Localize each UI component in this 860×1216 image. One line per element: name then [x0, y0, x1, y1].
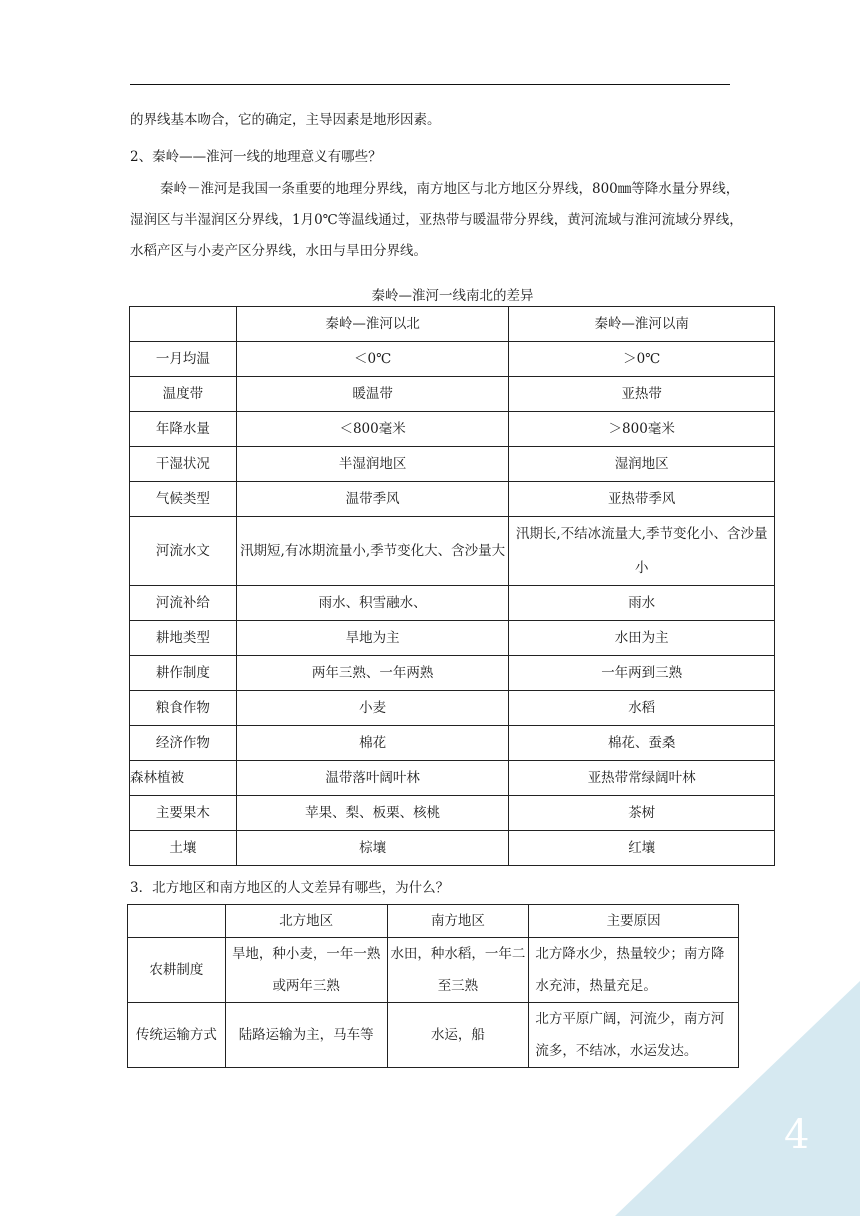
- table-row: [130, 377, 775, 412]
- table-row: [130, 517, 775, 586]
- south-cell: 亚热带季风: [509, 482, 775, 517]
- north-south-difference-table: [129, 306, 775, 866]
- row-label: 粮食作物: [130, 691, 237, 726]
- table-header-row: [130, 307, 775, 342]
- corner-decoration: [615, 981, 860, 1216]
- row-label: 经济作物: [130, 726, 237, 761]
- table-row: [130, 342, 775, 377]
- north-cell: 旱地为主: [236, 621, 509, 656]
- question-3: 3．北方地区和南方地区的人文差异有哪些，为什么？: [130, 880, 450, 896]
- north-cell: 两年三熟、一年两熟: [236, 656, 509, 691]
- row-label: 温度带: [130, 377, 237, 412]
- table-header-cell: 秦岭—淮河以南: [509, 307, 775, 342]
- south-cell: 棉花、蚕桑: [509, 726, 775, 761]
- table-row: [130, 621, 775, 656]
- header-rule: [130, 84, 730, 85]
- table-row: [130, 761, 775, 796]
- row-label: 气候类型: [130, 482, 237, 517]
- row-label: 耕地类型: [130, 621, 237, 656]
- intro-line: 的界线基本吻合，它的确定，主导因素是地形因素。: [130, 112, 441, 128]
- south-cell: 湿润地区: [509, 447, 775, 482]
- table-header-cell: [130, 307, 237, 342]
- north-cell: 小麦: [236, 691, 509, 726]
- table-row: [130, 586, 775, 621]
- south-cell: 雨水: [509, 586, 775, 621]
- south-cell: 水田，种水稻，一年二至三熟: [387, 938, 529, 1003]
- row-label: 河流补给: [130, 586, 237, 621]
- row-label: 河流水文: [130, 517, 237, 586]
- table-row: [130, 796, 775, 831]
- south-cell: 水稻: [509, 691, 775, 726]
- row-label: 一月均温: [130, 342, 237, 377]
- south-cell: 汛期长,不结冰流量大,季节变化小、含沙量小: [509, 517, 775, 586]
- table-header-cell: 主要原因: [529, 905, 739, 938]
- north-cell: ＜0℃: [236, 342, 509, 377]
- north-cell: 温带季风: [236, 482, 509, 517]
- row-label: 干湿状况: [130, 447, 237, 482]
- table-row: [130, 447, 775, 482]
- north-cell: 苹果、梨、板栗、核桃: [236, 796, 509, 831]
- south-cell: 亚热带: [509, 377, 775, 412]
- north-cell: 陆路运输为主，马车等: [225, 1003, 387, 1068]
- table-header-cell: 南方地区: [387, 905, 529, 938]
- table-header-cell: [128, 905, 226, 938]
- row-label: 传统运输方式: [128, 1003, 226, 1068]
- south-cell: 亚热带常绿阔叶林: [509, 761, 775, 796]
- table-header-row: [128, 905, 739, 938]
- south-cell: 一年两到三熟: [509, 656, 775, 691]
- row-label: 森林植被: [130, 761, 237, 796]
- north-cell: 半湿润地区: [236, 447, 509, 482]
- north-cell: 雨水、积雪融水、: [236, 586, 509, 621]
- south-cell: 红壤: [509, 831, 775, 866]
- table1-caption: 秦岭—淮河一线南北的差异: [371, 288, 534, 304]
- table-header-cell: 北方地区: [225, 905, 387, 938]
- north-cell: 温带落叶阔叶林: [236, 761, 509, 796]
- page-number: 4: [784, 1112, 810, 1158]
- table-row: [130, 482, 775, 517]
- row-label: 耕作制度: [130, 656, 237, 691]
- south-cell: 水运，船: [387, 1003, 529, 1068]
- north-cell: 棉花: [236, 726, 509, 761]
- reason-cell: 北方平原广阔，河流少，南方河流多，不结冰，水运发达。: [529, 1003, 739, 1068]
- row-label: 农耕制度: [128, 938, 226, 1003]
- north-cell: 汛期短,有冰期流量小,季节变化大、含沙量大: [236, 517, 509, 586]
- south-cell: ＞800毫米: [509, 412, 775, 447]
- north-cell: 暖温带: [236, 377, 509, 412]
- table-row: [130, 412, 775, 447]
- row-label: 主要果木: [130, 796, 237, 831]
- north-cell: ＜800毫米: [236, 412, 509, 447]
- reason-cell: 北方降水少，热量较少；南方降水充沛，热量充足。: [529, 938, 739, 1003]
- table-row: [130, 726, 775, 761]
- question-2: 2、秦岭——淮河一线的地理意义有哪些？: [130, 149, 382, 165]
- table-row: [130, 656, 775, 691]
- row-label: 年降水量: [130, 412, 237, 447]
- question-2-answer: 秦岭－淮河是我国一条重要的地理分界线，南方地区与北方地区分界线，800㎜等降水量分界线，湿润区与半湿润区分界线，1月0℃等温线通过，亚热带与暖温带分界线，黄河流域与淮河流域分界线，水稻产区与小麦产区分界线，水田与旱田分界线。: [130, 181, 743, 259]
- south-cell: 茶树: [509, 796, 775, 831]
- table-row: [130, 831, 775, 866]
- north-cell: 棕壤: [236, 831, 509, 866]
- north-cell: 旱地，种小麦，一年一熟或两年三熟: [225, 938, 387, 1003]
- south-cell: ＞0℃: [509, 342, 775, 377]
- table-header-cell: 秦岭—淮河以北: [236, 307, 509, 342]
- table-row: [130, 691, 775, 726]
- row-label: 土壤: [130, 831, 237, 866]
- south-cell: 水田为主: [509, 621, 775, 656]
